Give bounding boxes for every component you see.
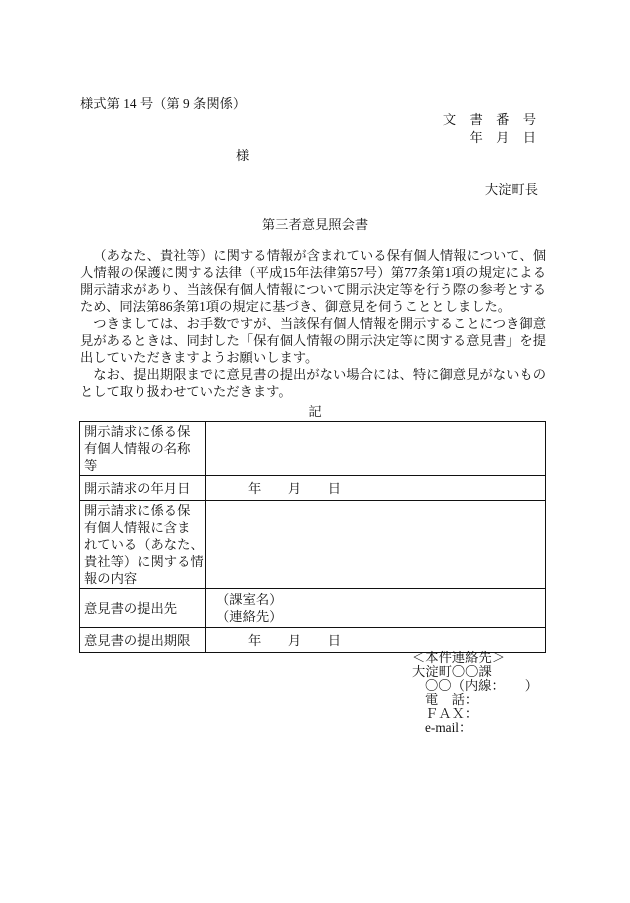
contact-email-label: e-mail：	[425, 720, 473, 735]
body-paragraph-request: つきましては、お手数ですが、当該保有個人情報を開示することにつき御意見があるときは、同封した「保有個人情報の開示決定等に関する意見書」を提出していただきますようお願いします。	[80, 316, 546, 365]
addressee-suffix: 様	[236, 148, 250, 163]
body-text	[80, 247, 546, 400]
info-table	[79, 421, 546, 653]
contact-heading: ＜本件連絡先＞	[412, 650, 506, 665]
contact-phone-label: 電 話：	[425, 692, 479, 707]
submission-destination-value[interactable]	[206, 589, 546, 628]
table-row-submission-destination	[80, 589, 546, 628]
contact-info-placeholder: （連絡先）	[216, 609, 283, 624]
label-line: 開示請求の年月日	[84, 480, 191, 496]
body-paragraph-intro: （あなた、貴社等）に関する情報が含まれている保有個人情報について、個人情報の保護に関する法律（平成15年法律第57号）第77条第1項の規定による開示請求があり、当該保有個人情報について開示決定等を行う際の参考とするため、同法第86条第1項の規定に基づき、御意見を伺うこととしました。	[80, 248, 546, 314]
form-number: 様式第 14 号（第 9 条関係）	[80, 96, 247, 111]
label-line: 等	[84, 458, 98, 473]
contact-block	[412, 651, 538, 735]
table-label-cell	[80, 501, 206, 589]
label-line: れている（あなた、	[84, 537, 204, 552]
document-date-label: 年 月 日	[469, 130, 536, 145]
table-value-cell[interactable]	[206, 501, 546, 589]
table-row-info-name	[80, 422, 546, 476]
table-row-submission-deadline	[80, 628, 546, 653]
table-value-cell[interactable]	[206, 422, 546, 476]
label-line: 貴社等）に関する情	[84, 554, 204, 569]
ki-heading: 記	[308, 404, 322, 419]
document-title: 第三者意見照会書	[261, 217, 369, 232]
table-row-info-content	[80, 501, 546, 589]
body-paragraph-note: なお、提出期限までに意見書の提出がない場合には、特に御意見がないものとして取り扱わせていただきます。	[80, 367, 546, 399]
label-line: 意見書の提出期限	[84, 632, 191, 648]
contact-person: 〇〇（内線： ）	[425, 678, 539, 693]
label-line: 有個人情報に含ま	[84, 520, 191, 535]
table-label-cell	[80, 628, 206, 653]
sender-name: 大淀町長	[484, 182, 538, 197]
label-line: 報の内容	[84, 571, 138, 586]
label-line: 有個人情報の名称	[84, 441, 191, 456]
table-label-cell	[80, 422, 206, 476]
table-label-cell	[80, 476, 206, 501]
document-number-label: 文 書 番 号	[442, 112, 536, 127]
submission-deadline-value[interactable]: 年 月 日	[206, 628, 546, 653]
contact-department: 大淀町〇〇課	[412, 664, 492, 679]
label-line: 開示請求に係る保	[84, 503, 191, 518]
label-line: 意見書の提出先	[84, 600, 178, 616]
table-label-cell	[80, 589, 206, 628]
table-row-request-date	[80, 476, 546, 501]
label-line: 開示請求に係る保	[84, 424, 191, 439]
request-date-value[interactable]: 年 月 日	[206, 476, 546, 501]
department-name-placeholder: （課室名）	[216, 592, 283, 607]
contact-fax-label: ＦＡＸ：	[425, 706, 479, 721]
